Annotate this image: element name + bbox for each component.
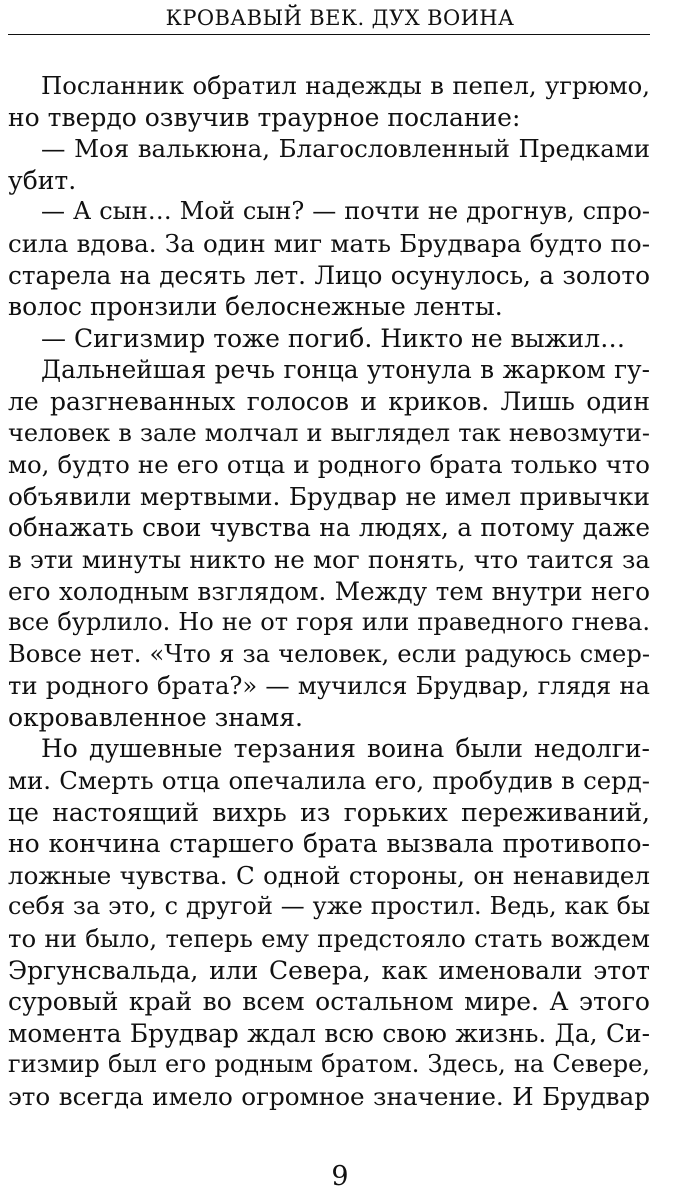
text-line: мо, будто не его отца и родного брата только что [8,450,650,480]
text-line: — А сын… Мой сын? — почти не дрогнув, спро- [41,197,650,226]
text-line: то ни было, теперь ему предстояло стать вождем [8,924,650,954]
text-line: все бурлило. Но не от горя или праведного гнева. [8,608,650,637]
text-line: — Моя валькюна, Благословленный Предками [41,134,650,164]
text-line: суровый край во всем остальном мире. А этого [8,987,650,1017]
text-line: це настоящий вихрь из горьких переживаний, [8,797,650,827]
text-line: старела на десять лет. Лицо осунулось, а золото [8,260,650,290]
text-line: ти родного брата?» — мучился Брудвар, глядя на [8,671,650,701]
text-line: убит. [8,165,77,195]
text-line: но твердо озвучив траурное послание: [8,102,521,132]
text-line: ложные чувства. С одной стороны, он ненавидел [8,860,650,890]
text-line: волос пронзили белоснежные ленты. [8,292,503,322]
text-line: окровавленное знамя. [8,702,303,732]
text-line: это всегда имело огромное значение. И Брудвар [8,1082,650,1111]
text-line: себя за это, с другой — уже простил. Ведь, как бы [8,892,650,921]
text-line: Эргунсвальда, или Севера, как именовали этот [8,955,650,985]
text-line: момента Брудвар ждал всю свою жизнь. Да, Си- [8,1018,650,1048]
header-rule [8,34,650,35]
text-line: но кончина старшего брата вызвала противопо- [8,829,650,859]
text-line: Вовсе нет. «Что я за человек, если радуюсь смер- [8,639,650,668]
page-number: 9 [331,1161,349,1192]
text-line: Дальнейшая речь гонца утонула в жарком гу- [41,355,650,385]
text-line: Посланник обратил надежды в пепел, угрюмо, [41,71,650,100]
text-line: его холодным взглядом. Между тем внутри него [8,576,650,606]
text-line: в эти минуты никто не мог понять, что таится за [8,544,650,574]
text-line: человек в зале молчал и выглядел так невозмути- [8,418,650,447]
text-line: сила вдова. За один миг мать Брудвара будто по- [8,228,650,258]
text-line: — Сигизмир тоже погиб. Никто не выжил… [41,323,626,353]
text-line: обнажать свои чувства на людях, а потому даже [8,513,650,543]
text-line: ле разгневанных голосов и криков. Лишь один [8,386,650,416]
text-line: гизмир был его родным братом. Здесь, на Севере, [8,1050,650,1079]
text-line: Но душевные терзания воина были недолги- [41,734,650,764]
text-line: ми. Смерть отца опечалила его, пробудив в серд- [8,766,650,796]
body-text [8,70,650,1113]
running-head: КРОВАВЫЙ ВЕК. ДУХ ВОИНА [165,6,515,30]
text-line: объявили мертвыми. Брудвар не имел привычки [8,481,650,511]
